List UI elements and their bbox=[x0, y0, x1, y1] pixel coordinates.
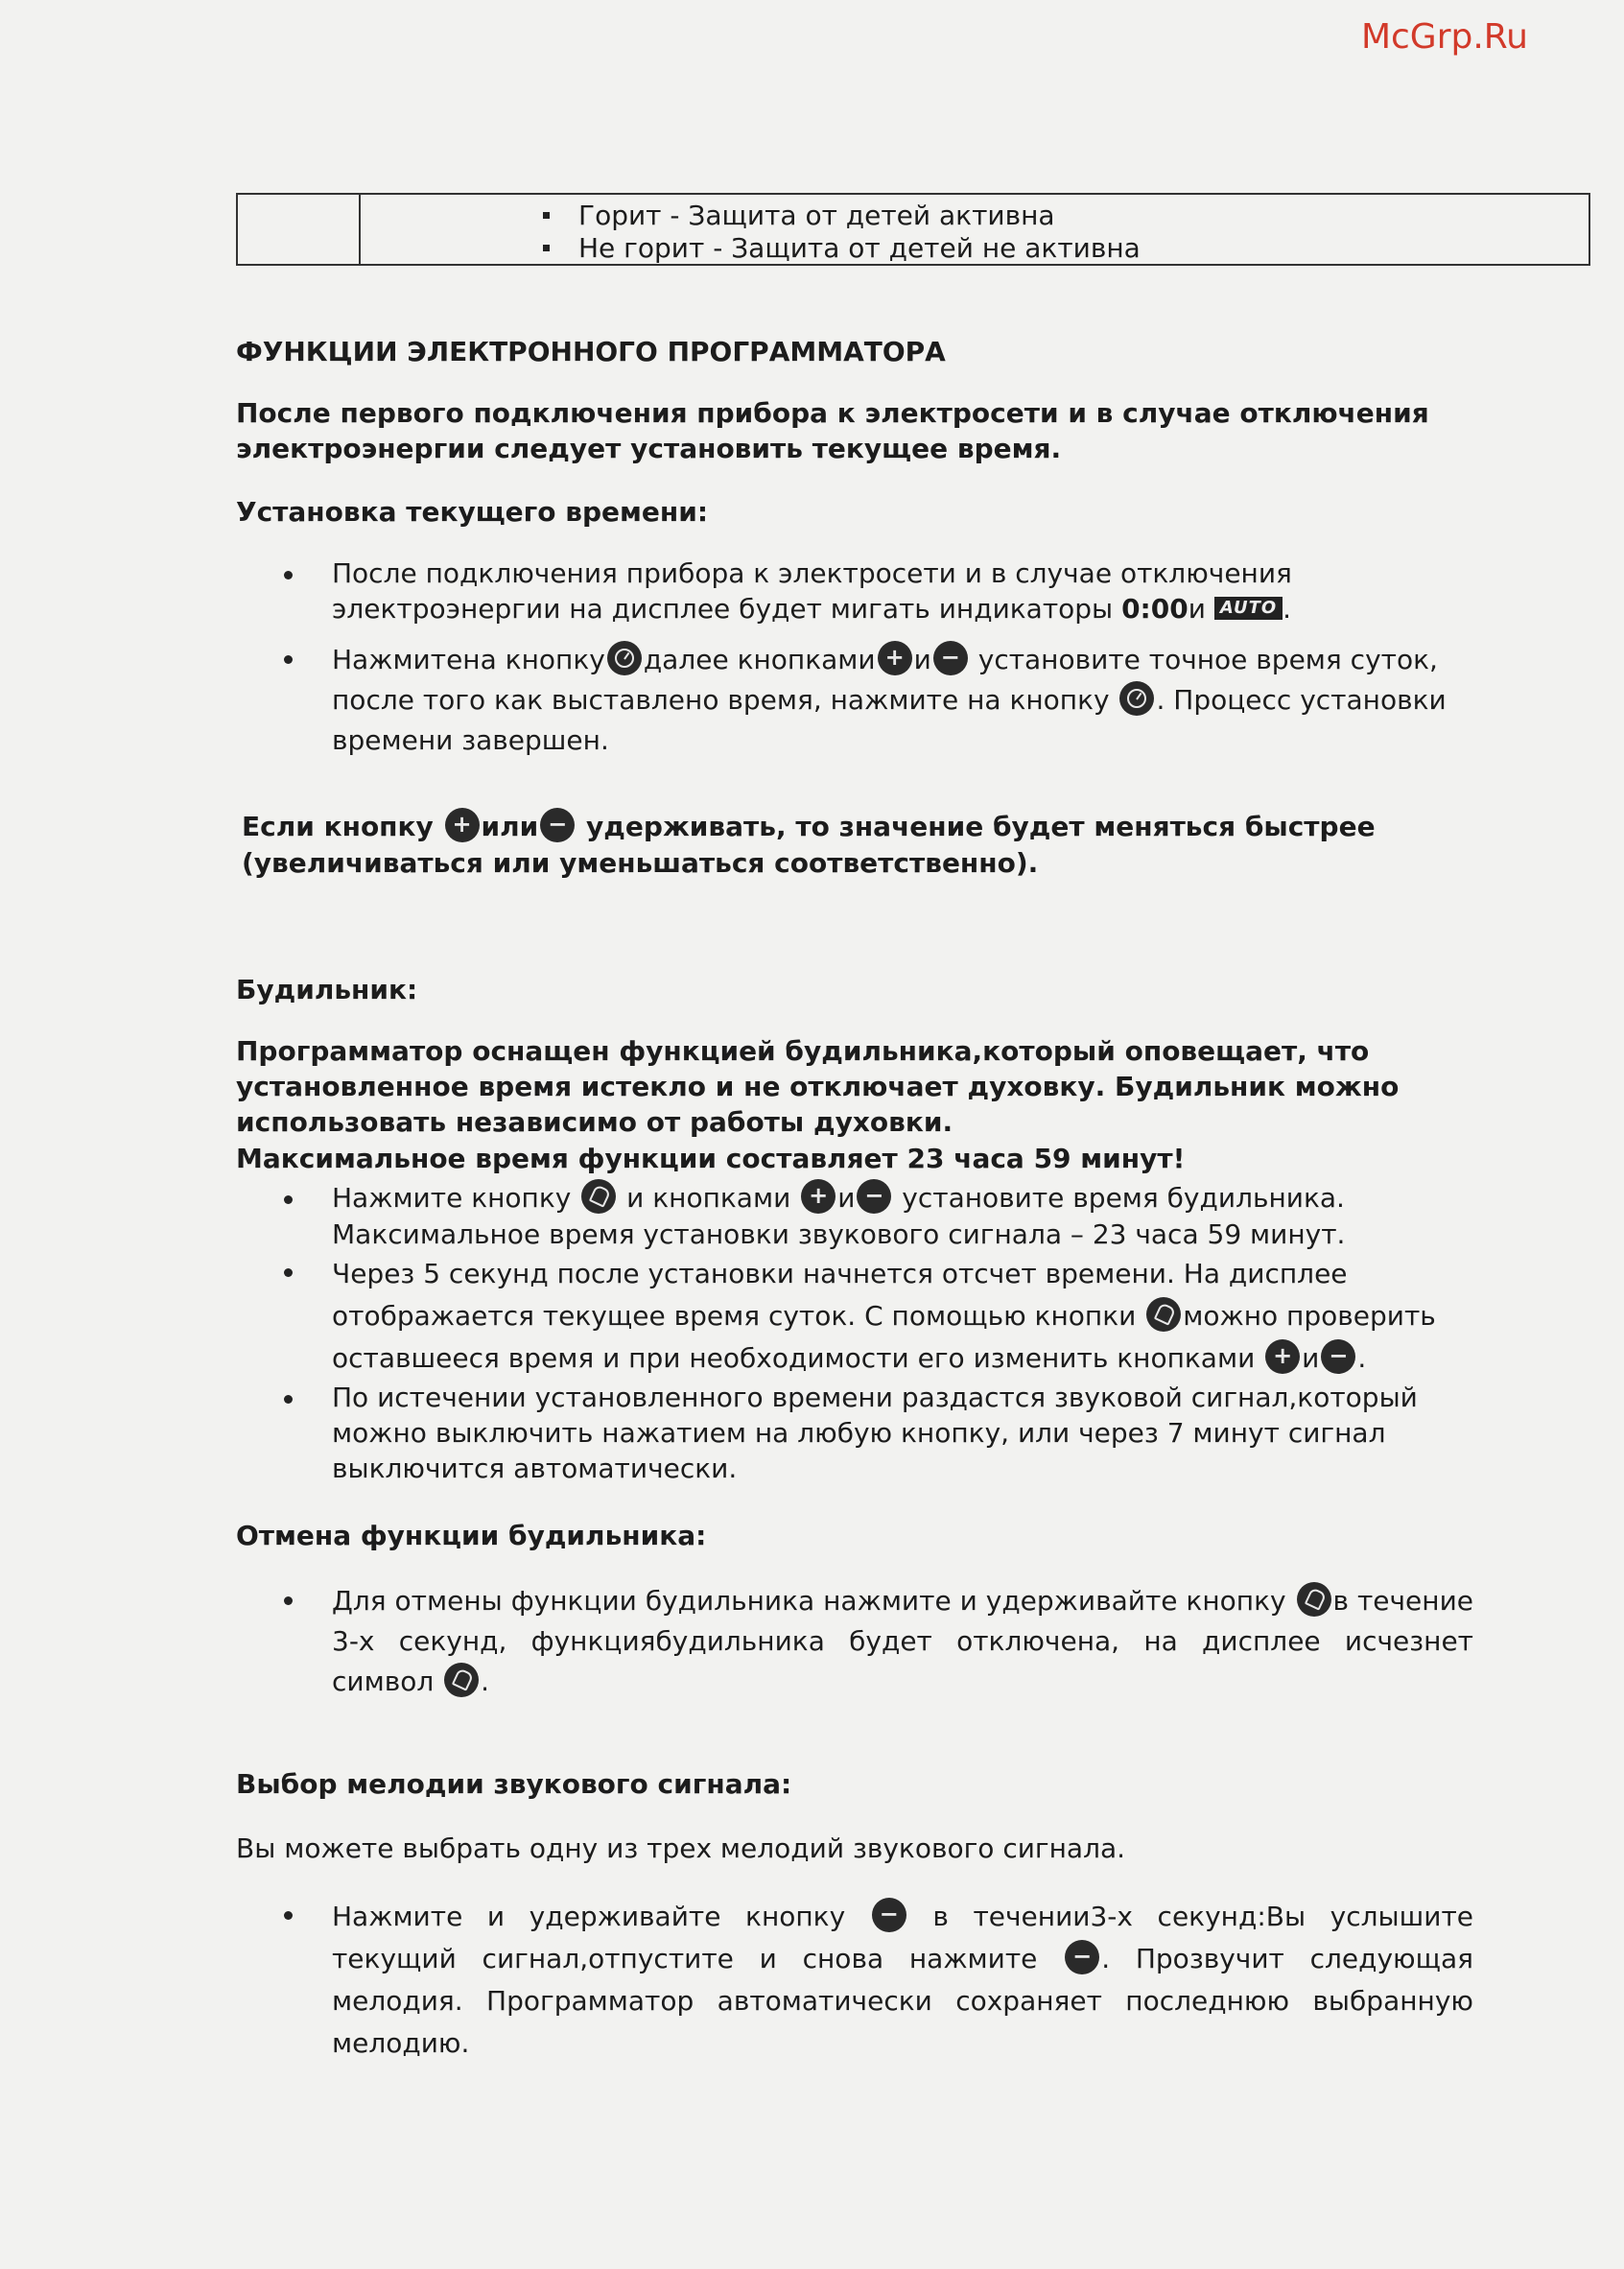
time-setup-title: Установка текущего времени: bbox=[236, 496, 709, 528]
plus-button-icon: + bbox=[801, 1179, 836, 1214]
alarm-title: Будильник: bbox=[236, 974, 418, 1005]
bullet-icon bbox=[284, 1195, 293, 1204]
alarm-max-time: Максимальное время функции составляет 23 часа 59 минут! bbox=[236, 1143, 1186, 1174]
table-icon-cell bbox=[238, 195, 361, 264]
list-item: Через 5 секунд после установки начнется отсчет времени. На дисплее отображается текущее время суток. С помощью кнопки можно проверить оставшееся время и при необходимости его изменить кнопками + и − . bbox=[236, 1253, 1473, 1380]
bullet-icon bbox=[284, 1596, 293, 1605]
intro-paragraph: После первого подключения прибора к электросети и в случае отключения электроэнергии следует установить текущее время. bbox=[236, 397, 1429, 464]
melody-description: Вы можете выбрать одну из трех мелодий звукового сигнала. bbox=[236, 1832, 1126, 1864]
plus-button-icon: + bbox=[878, 641, 912, 675]
section-title: ФУНКЦИИ ЭЛЕКТРОННОГО ПРОГРАММАТОРА bbox=[236, 336, 946, 367]
table-bullet: Горит - Защита от детей активна bbox=[361, 199, 1589, 231]
auto-indicator-icon: AUTO bbox=[1214, 597, 1283, 620]
bell-button-icon bbox=[1146, 1297, 1181, 1332]
minus-button-icon: − bbox=[540, 808, 575, 842]
clock-button-icon bbox=[607, 641, 642, 675]
melody-list bbox=[236, 1896, 1473, 2065]
bullet-icon bbox=[284, 1395, 293, 1404]
minus-button-icon: − bbox=[857, 1179, 891, 1214]
alarm-description: Программатор оснащен функцией будильника,который оповещает, что установленное время истекло и не отключает духовку. Будильник можно использовать независимо от работы духовки. bbox=[236, 1035, 1400, 1138]
minus-button-icon: − bbox=[872, 1898, 906, 1932]
bell-button-icon bbox=[581, 1179, 616, 1214]
list-item: По истечении установленного времени раздастся звуковой сигнал,который можно выключить нажатием на любую кнопку, или через 7 минут сигнал выключится автоматически. bbox=[236, 1380, 1473, 1486]
bell-button-icon bbox=[444, 1663, 479, 1697]
list-item: Нажмите кнопку и кнопками + и − установите время будильника. Максимальное время установки звукового сигнала – 23 часа 59 минут. bbox=[236, 1180, 1473, 1253]
alarm-cancel-title: Отмена функции будильника: bbox=[236, 1520, 707, 1551]
bullet-icon bbox=[284, 1268, 293, 1277]
list-item: Нажмите и удерживайте кнопку − в течении3-х секунд:Вы услышите текущий сигнал,отпустите и снова нажмите − . Прозвучит следующая мелодия. Программатор автоматически сохраняет последнюю выбранную мелодию. bbox=[236, 1896, 1473, 2065]
bullet-icon bbox=[284, 655, 293, 664]
hold-note: Если кнопку + или − удерживать, то значение будет меняться быстрее (увеличиваться или уменьшаться соответственно). bbox=[242, 809, 1479, 881]
alarm-list bbox=[236, 1180, 1473, 1486]
minus-button-icon: − bbox=[933, 641, 968, 675]
plus-button-icon: + bbox=[445, 808, 480, 842]
alarm-cancel-list bbox=[236, 1581, 1473, 1702]
indicator-table-fragment bbox=[236, 193, 1590, 266]
bell-button-icon bbox=[1297, 1582, 1331, 1617]
clock-button-icon bbox=[1119, 681, 1154, 716]
melody-title: Выбор мелодии звукового сигнала: bbox=[236, 1768, 792, 1800]
square-bullet-icon bbox=[543, 212, 550, 219]
plus-button-icon: + bbox=[1265, 1339, 1300, 1374]
table-text-cell bbox=[361, 195, 1589, 264]
square-bullet-icon bbox=[543, 245, 550, 251]
list-item: Для отмены функции будильника нажмите и удерживайте кнопку в течение 3-х секунд, функциябудильника будет отключена, на дисплее исчезнет символ . bbox=[236, 1581, 1473, 1702]
list-item: Нажмитена кнопку далее кнопками + и − установите точное время суток, после того как выставлено время, нажмите на кнопку . Процесс установки времени завершен. bbox=[236, 640, 1473, 761]
time-setup-list bbox=[236, 555, 1473, 761]
minus-button-icon: − bbox=[1321, 1339, 1355, 1374]
bullet-icon bbox=[284, 1911, 293, 1920]
watermark: McGrp.Ru bbox=[1360, 17, 1528, 57]
table-bullet: Не горит - Защита от детей не активна bbox=[361, 231, 1589, 264]
list-item: После подключения прибора к электросети и в случае отключения электроэнергии на дисплее будет мигать индикаторы 0:00и AUTO . bbox=[236, 555, 1473, 626]
minus-button-icon: − bbox=[1065, 1940, 1099, 1974]
bullet-icon bbox=[284, 571, 293, 579]
